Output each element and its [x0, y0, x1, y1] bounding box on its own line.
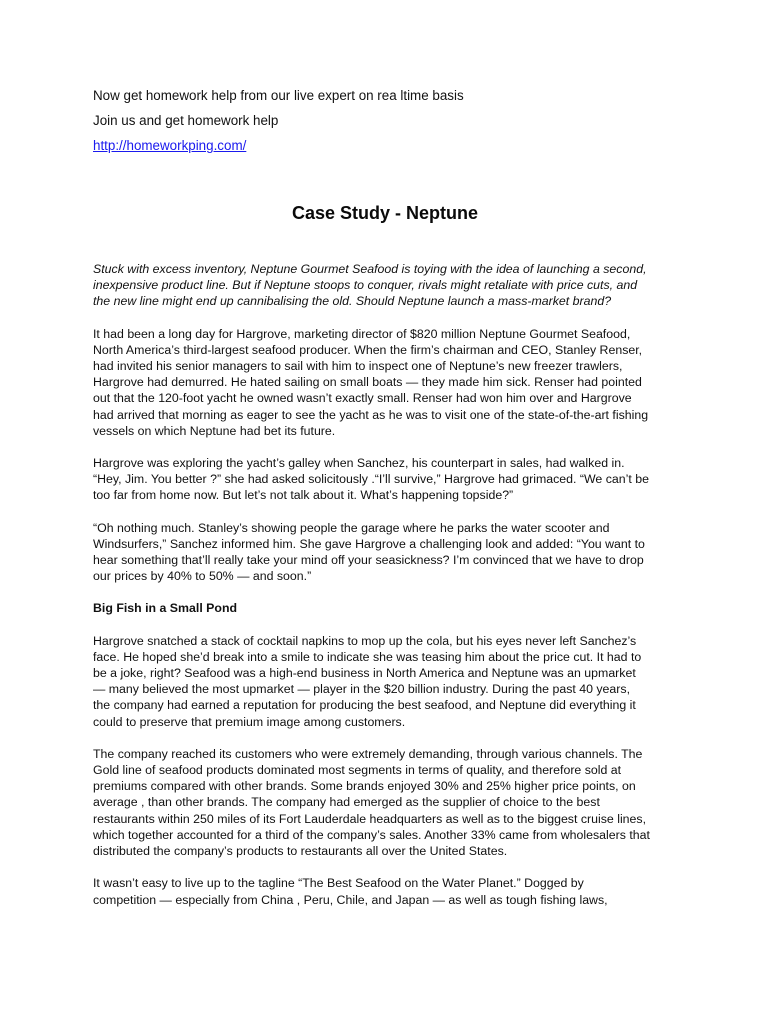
text-line: “Oh nothing much. Stanley’s showing people the garage where he parks the water scooter and: [93, 520, 610, 535]
promo-link[interactable]: http://homeworkping.com/: [93, 138, 247, 153]
text-line: “Hey, Jim. You better ?” she had asked solicitously .“I’ll survive,” Hargrove had grimaced. “We can’t be: [93, 472, 649, 487]
text-line: distributed the company’s products to restaurants all over the United States.: [93, 844, 508, 859]
text-line: Stuck with excess inventory, Neptune Gourmet Seafood is toying with the idea of launching a second,: [93, 262, 647, 276]
paragraph-4: [93, 633, 677, 730]
text-line: Hargrove had demurred. He hated sailing on small boats — they made him sick. Renser had pointed: [93, 375, 642, 390]
text-line: inexpensive product line. But if Neptune stoops to conquer, rivals might retaliate with price cuts, and: [93, 278, 638, 293]
text-line: The company reached its customers who were extremely demanding, through various channels. The: [93, 746, 643, 761]
page-title: Case Study - Neptune: [291, 203, 479, 223]
document-page: [93, 86, 677, 908]
text-line: Hargrove snatched a stack of cocktail napkins to mop up the cola, but his eyes never left Sanchez’s: [93, 633, 637, 648]
text-line: North America’s third-largest seafood producer. When the firm’s chairman and CEO, Stanley Renser,: [93, 342, 643, 357]
text-line: be a joke, right? Seafood was a high-end business in North America and Neptune was an upmarket: [93, 666, 636, 681]
paragraph-6: [93, 875, 677, 907]
text-line: could to preserve that premium image among customers.: [93, 714, 406, 729]
text-line: It wasn’t easy to live up to the tagline “The Best Seafood on the Water Planet.” Dogged by: [93, 876, 584, 891]
text-line: out that the 120-foot yacht he owned wasn’t exactly small. Renser had won him over and Hargrove: [93, 391, 632, 406]
text-line: had arrived that morning as eager to see the yacht as he was to visit one of the state-of-the-art fishing: [93, 407, 649, 422]
text-line: face. He hoped she’d break into a smile to indicate she was teasing him about the price cut. It had to: [93, 649, 642, 664]
section-heading: Big Fish in a Small Pond: [93, 601, 238, 616]
text-line: Windsurfers,” Sanchez informed him. She gave Hargrove a challenging look and added: “You want to: [93, 536, 645, 551]
text-line: the new line might end up cannibalising the old. Should Neptune launch a mass-market brand?: [93, 294, 612, 309]
text-line: vessels on which Neptune had bet its future.: [93, 423, 336, 438]
text-line: hear something that’ll really take your mind off your seasickness? I’m convinced that we have to drop: [93, 553, 644, 568]
text-line: too far from home now. But let’s not talk about it. What’s happening topside?”: [93, 488, 514, 503]
text-line: our prices by 40% to 50% — and soon.”: [93, 569, 312, 584]
text-line: It had been a long day for Hargrove, marketing director of $820 million Neptune Gourmet Seafood,: [93, 326, 631, 341]
promo-line-2: Join us and get homework help: [93, 113, 279, 128]
text-line: Hargrove was exploring the yacht’s galley when Sanchez, his counterpart in sales, had walked in.: [93, 456, 625, 471]
paragraph-3: [93, 520, 677, 585]
text-line: Gold line of seafood products dominated most segments in terms of quality, and therefore sold at: [93, 763, 622, 778]
text-line: premiums compared with other brands. Some brands enjoyed 30% and 25% higher price points, on: [93, 779, 636, 794]
paragraph-1: [93, 326, 677, 439]
text-line: — many believed the most upmarket — player in the $20 billion industry. During the past 40 years,: [93, 682, 630, 697]
promo-line-1: Now get homework help from our live expert on rea ltime basis: [93, 88, 464, 103]
text-line: competition — especially from China , Peru, Chile, and Japan — as well as tough fishing laws,: [93, 892, 608, 907]
intro-paragraph: [93, 261, 677, 310]
text-line: the company had earned a reputation for producing the best seafood, and Neptune did everything it: [93, 698, 636, 713]
text-line: which together accounted for a third of the company’s sales. Another 33% came from wholesalers that: [93, 827, 650, 842]
paragraph-5: [93, 746, 677, 859]
text-line: average , than other brands. The company had emerged as the supplier of choice to the best: [93, 795, 600, 810]
paragraph-2: [93, 455, 677, 504]
text-line: restaurants within 250 miles of its Fort Lauderdale headquarters as well as to the biggest cruise lines,: [93, 811, 647, 826]
text-line: had invited his senior managers to sail with him to inspect one of Neptune’s new freezer trawlers,: [93, 359, 623, 374]
